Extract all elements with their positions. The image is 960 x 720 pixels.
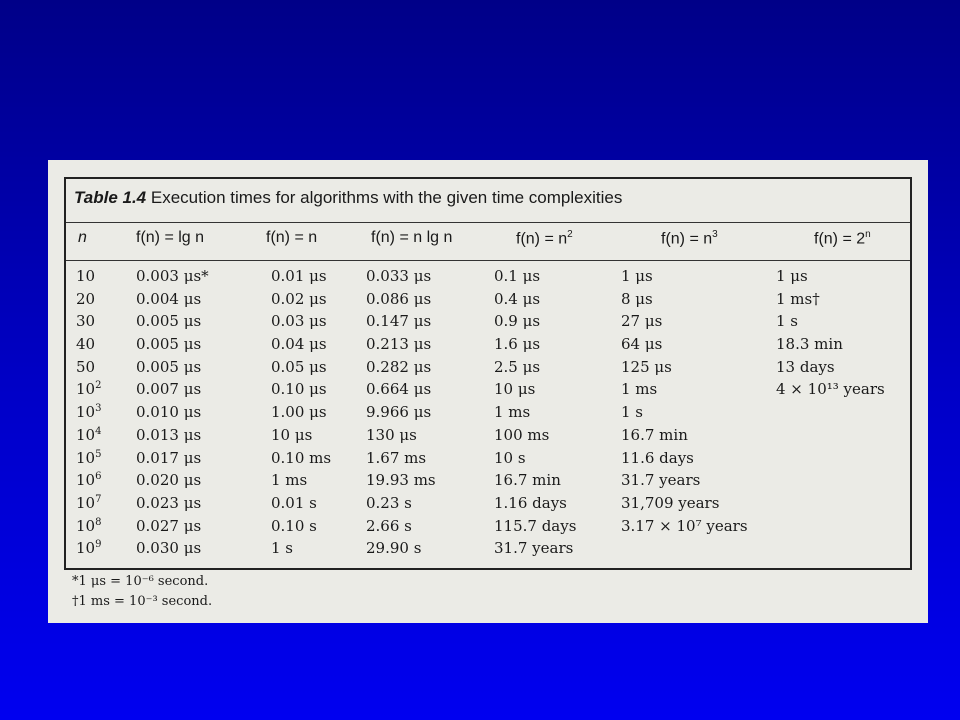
cell-c1: 0.023 μs [136, 493, 202, 512]
cell-c5: 1 s [621, 403, 644, 422]
cell-c3: 1.67 ms [366, 448, 427, 467]
cell-c5: 3.17 × 10⁷ years [621, 516, 748, 535]
header-n-lg-n: f(n) = n lg n [371, 229, 453, 246]
cell-c3: 0.664 μs [366, 380, 432, 399]
cell-c4: 1 ms [494, 403, 531, 422]
table-row [66, 356, 910, 379]
cell-c1: 0.013 μs [136, 425, 202, 444]
cell-n: $10^3$ [76, 403, 102, 422]
cell-c3: 2.66 s [366, 516, 412, 535]
table-row [66, 310, 910, 333]
table-row [66, 515, 910, 538]
table-caption-text: Execution times for algorithms with the given time complexities [150, 188, 623, 207]
cell-c5: 1 ms [621, 380, 658, 399]
cell-c2: 0.04 μs [271, 335, 327, 354]
cell-c2: 0.10 s [271, 516, 317, 535]
cell-c6: 1 μs [776, 267, 808, 285]
cell-c3: 130 μs [366, 425, 417, 444]
cell-n: 50 [76, 357, 96, 376]
cell-c3: 0.086 μs [366, 289, 432, 308]
cell-c6: 1 ms† [776, 289, 820, 308]
header-divider [66, 260, 910, 261]
cell-c1: 0.017 μs [136, 448, 202, 467]
cell-c1: 0.007 μs [136, 380, 202, 399]
cell-n: $10^2$ [76, 380, 102, 399]
cell-n: 40 [76, 335, 96, 354]
cell-c2: 0.01 s [271, 493, 317, 512]
cell-c1: 0.005 μs [136, 312, 202, 331]
scanned-page [48, 160, 928, 623]
cell-c2: 0.02 μs [271, 289, 327, 308]
cell-c4: 0.4 μs [494, 289, 541, 308]
cell-c4: 10 μs [494, 380, 536, 399]
cell-n: $10^5$ [76, 448, 102, 467]
cell-c2: 10 μs [271, 425, 313, 444]
table-caption-tag: Table 1.4 [74, 188, 147, 207]
cell-c6: 18.3 min [776, 335, 843, 354]
cell-c4: 10 s [494, 448, 526, 467]
cell-c4: 2.5 μs [494, 357, 541, 376]
cell-c6: 4 × 10¹³ years [776, 380, 885, 399]
table-row [66, 265, 910, 288]
cell-c3: 0.033 μs [366, 267, 432, 285]
cell-c1: 0.020 μs [136, 471, 202, 490]
cell-n: $10^7$ [76, 493, 102, 512]
table-row [66, 469, 910, 492]
cell-n: 20 [76, 289, 96, 308]
cell-c4: 1.6 μs [494, 335, 541, 354]
cell-c4: 100 ms [494, 425, 550, 444]
cell-c2: 0.01 μs [271, 267, 327, 285]
table-row [66, 492, 910, 515]
header-n-squared: $f(n) = n^2$ [516, 229, 573, 248]
cell-c5: 27 μs [621, 312, 663, 331]
footnotes [72, 572, 212, 612]
table-row [66, 401, 910, 424]
cell-c3: 0.213 μs [366, 335, 432, 354]
header-n: n [78, 229, 87, 246]
cell-c5: 125 μs [621, 357, 672, 376]
cell-c2: 0.03 μs [271, 312, 327, 331]
cell-c5: 8 μs [621, 289, 653, 308]
cell-c3: 0.23 s [366, 493, 412, 512]
table-row [66, 378, 910, 401]
cell-c2: 1 ms [271, 471, 308, 490]
cell-c1: 0.010 μs [136, 403, 202, 422]
cell-c2: 0.10 μs [271, 380, 327, 399]
header-lg-n: f(n) = lg n [136, 229, 205, 246]
table-row [66, 288, 910, 311]
cell-c1: 0.005 μs [136, 357, 202, 376]
table-row [66, 447, 910, 470]
cell-c4: 0.1 μs [494, 267, 541, 285]
header-n-linear: f(n) = n [266, 229, 318, 246]
cell-c5: 64 μs [621, 335, 663, 354]
execution-times-table [64, 177, 912, 570]
cell-n: $10^8$ [76, 516, 102, 535]
cell-c1: 0.004 μs [136, 289, 202, 308]
caption-divider [66, 222, 910, 223]
footnote-millisecond: †1 ms = 10⁻³ second. [72, 594, 213, 609]
cell-c5: 16.7 min [621, 425, 688, 444]
table-row [66, 424, 910, 447]
cell-n: 30 [76, 312, 96, 331]
cell-n: 10 [76, 267, 96, 285]
cell-c1: 0.003 μs* [136, 267, 209, 285]
cell-c5: 31.7 years [621, 471, 701, 490]
cell-c1: 0.027 μs [136, 516, 202, 535]
cell-c5: 31,709 years [621, 493, 720, 512]
cell-c5: 1 μs [621, 267, 653, 285]
table-row [66, 537, 910, 560]
table-row [66, 333, 910, 356]
cell-c3: 29.90 s [366, 539, 422, 558]
cell-c6: 13 days [776, 357, 835, 376]
cell-c2: 1 s [271, 539, 294, 558]
cell-c2: 0.10 ms [271, 448, 332, 467]
cell-c4: 0.9 μs [494, 312, 541, 331]
cell-c3: 9.966 μs [366, 403, 432, 422]
cell-c3: 0.282 μs [366, 357, 432, 376]
cell-c3: 0.147 μs [366, 312, 432, 331]
cell-n: $10^9$ [76, 539, 102, 558]
cell-c4: 16.7 min [494, 471, 561, 490]
cell-c4: 115.7 days [494, 516, 577, 535]
cell-n: $10^4$ [76, 425, 102, 444]
cell-c1: 0.030 μs [136, 539, 202, 558]
footnote-microsecond: *1 μs = 10⁻⁶ second. [72, 574, 209, 589]
cell-c1: 0.005 μs [136, 335, 202, 354]
cell-c2: 1.00 μs [271, 403, 327, 422]
cell-c5: 11.6 days [621, 448, 694, 467]
table-caption [74, 188, 622, 208]
cell-c4: 31.7 years [494, 539, 574, 558]
header-2-to-n: $f(n) = 2^n$ [814, 229, 871, 248]
cell-c2: 0.05 μs [271, 357, 327, 376]
cell-c4: 1.16 days [494, 493, 567, 512]
cell-c6: 1 s [776, 312, 799, 331]
cell-n: $10^6$ [76, 471, 102, 490]
cell-c3: 19.93 ms [366, 471, 436, 490]
table-body [66, 265, 910, 560]
header-n-cubed: $f(n) = n^3$ [661, 229, 718, 248]
